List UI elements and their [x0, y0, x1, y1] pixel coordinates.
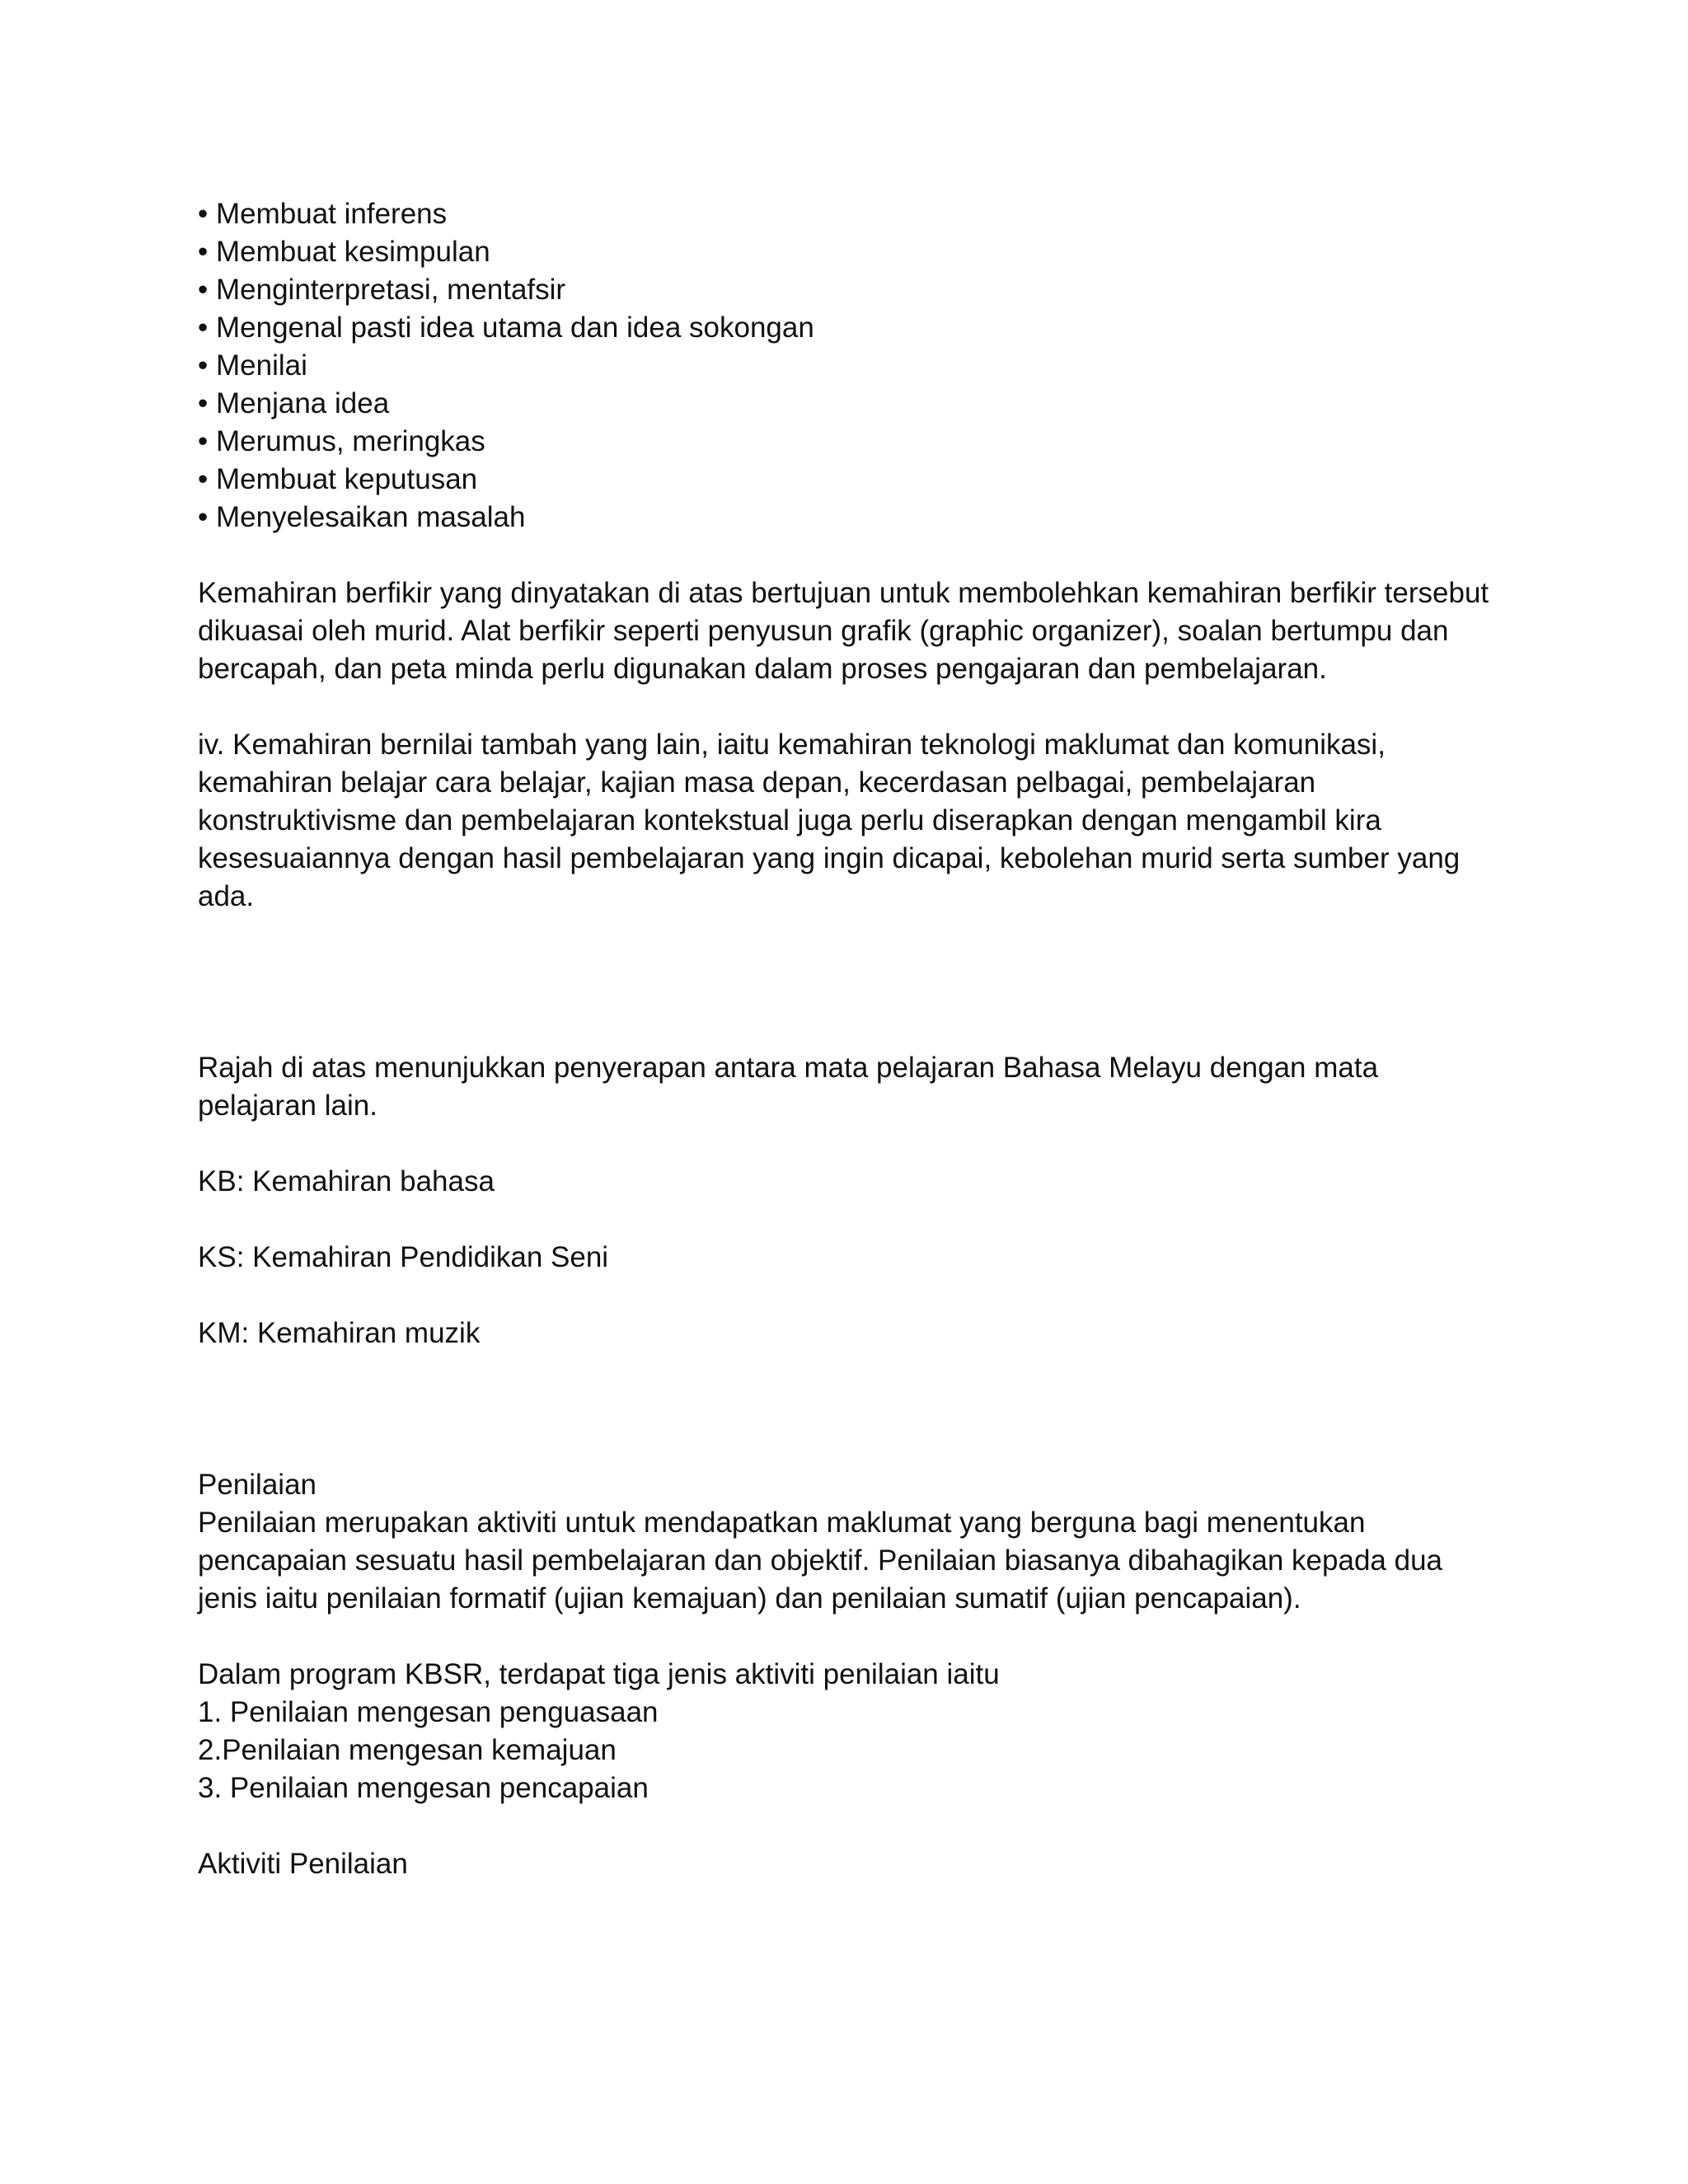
bullet-icon: • — [198, 387, 209, 419]
list-item: • Menyelesaikan masalah — [198, 499, 1492, 537]
list-item: • Menjana idea — [198, 385, 1492, 423]
bullet-icon: • — [198, 425, 209, 457]
assessment-types-list — [198, 1694, 1492, 1807]
list-item: 2.Penilaian mengesan kemajuan — [198, 1734, 617, 1766]
list-item: • Membuat inferens — [198, 195, 1492, 233]
thinking-skills-paragraph: Kemahiran berfikir yang dinyatakan di atas bertujuan untuk membolehkan kemahiran berfikir tersebut dikuasai oleh murid. Alat berfikir seperti penyusun grafik (graphic organizer), soalan bertumpu dan bercapah, dan peta minda perlu digunakan dalam proses pengajaran dan pembelajaran. — [198, 577, 1489, 685]
bullet-icon: • — [198, 501, 209, 533]
spacer — [198, 1277, 1492, 1315]
abbreviation-km: KM: Kemahiran muzik — [198, 1317, 481, 1349]
spacer — [198, 688, 1492, 726]
thinking-skills-list — [198, 195, 1492, 537]
bullet-icon: • — [198, 349, 209, 382]
assessment-activity-heading: Aktiviti Penilaian — [198, 1848, 408, 1880]
list-item: • Mengenal pasti idea utama dan idea sokongan — [198, 309, 1492, 347]
spacer — [198, 1807, 1492, 1845]
value-added-skills-paragraph: iv. Kemahiran bernilai tambah yang lain, iaitu kemahiran teknologi maklumat dan komunikasi, kemahiran belajar cara belajar, kajian masa depan, kecerdasan pelbagai, pembelajaran konstruktivisme dan pembelajaran kontekstual juga perlu diserapkan dengan mengambil kira kesesuaiannya dengan hasil pembelajaran yang ingin dicapai, kebolehan murid serta sumber yang ada. — [198, 729, 1461, 912]
list-item: • Menginterpretasi, mentafsir — [198, 271, 1492, 309]
list-item: • Membuat kesimpulan — [198, 233, 1492, 271]
list-item: • Membuat keputusan — [198, 461, 1492, 499]
diagram-description-paragraph: Rajah di atas menunjukkan penyerapan antara mata pelajaran Bahasa Melayu dengan mata pelajaran lain. — [198, 1052, 1379, 1122]
bullet-icon: • — [198, 236, 209, 268]
bullet-icon: • — [198, 312, 209, 344]
spacer — [198, 1352, 1492, 1466]
kbsr-intro: Dalam program KBSR, terdapat tiga jenis aktiviti penilaian iaitu — [198, 1658, 1000, 1690]
bullet-icon: • — [198, 463, 209, 495]
list-item: 1. Penilaian mengesan penguasaan — [198, 1696, 659, 1728]
bullet-icon: • — [198, 274, 209, 306]
assessment-heading: Penilaian — [198, 1469, 316, 1501]
spacer — [198, 1201, 1492, 1239]
list-item: 3. Penilaian mengesan pencapaian — [198, 1772, 649, 1804]
document-content — [198, 195, 1492, 1883]
assessment-paragraph: Penilaian merupakan aktiviti untuk mendapatkan maklumat yang berguna bagi menentukan pencapaian sesuatu hasil pembelajaran dan objektif. Penilaian biasanya dibahagikan kepada dua jenis iaitu penilaian formatif (ujian kemajuan) dan penilaian sumatif (ujian pencapaian). — [198, 1507, 1443, 1615]
list-item: • Menilai — [198, 347, 1492, 385]
abbreviation-kb: KB: Kemahiran bahasa — [198, 1165, 495, 1197]
bullet-icon: • — [198, 198, 209, 230]
spacer — [198, 1618, 1492, 1656]
list-item: • Merumus, meringkas — [198, 423, 1492, 461]
spacer — [198, 537, 1492, 574]
spacer — [198, 1125, 1492, 1163]
spacer — [198, 916, 1492, 1049]
abbreviation-ks: KS: Kemahiran Pendidikan Seni — [198, 1241, 609, 1273]
